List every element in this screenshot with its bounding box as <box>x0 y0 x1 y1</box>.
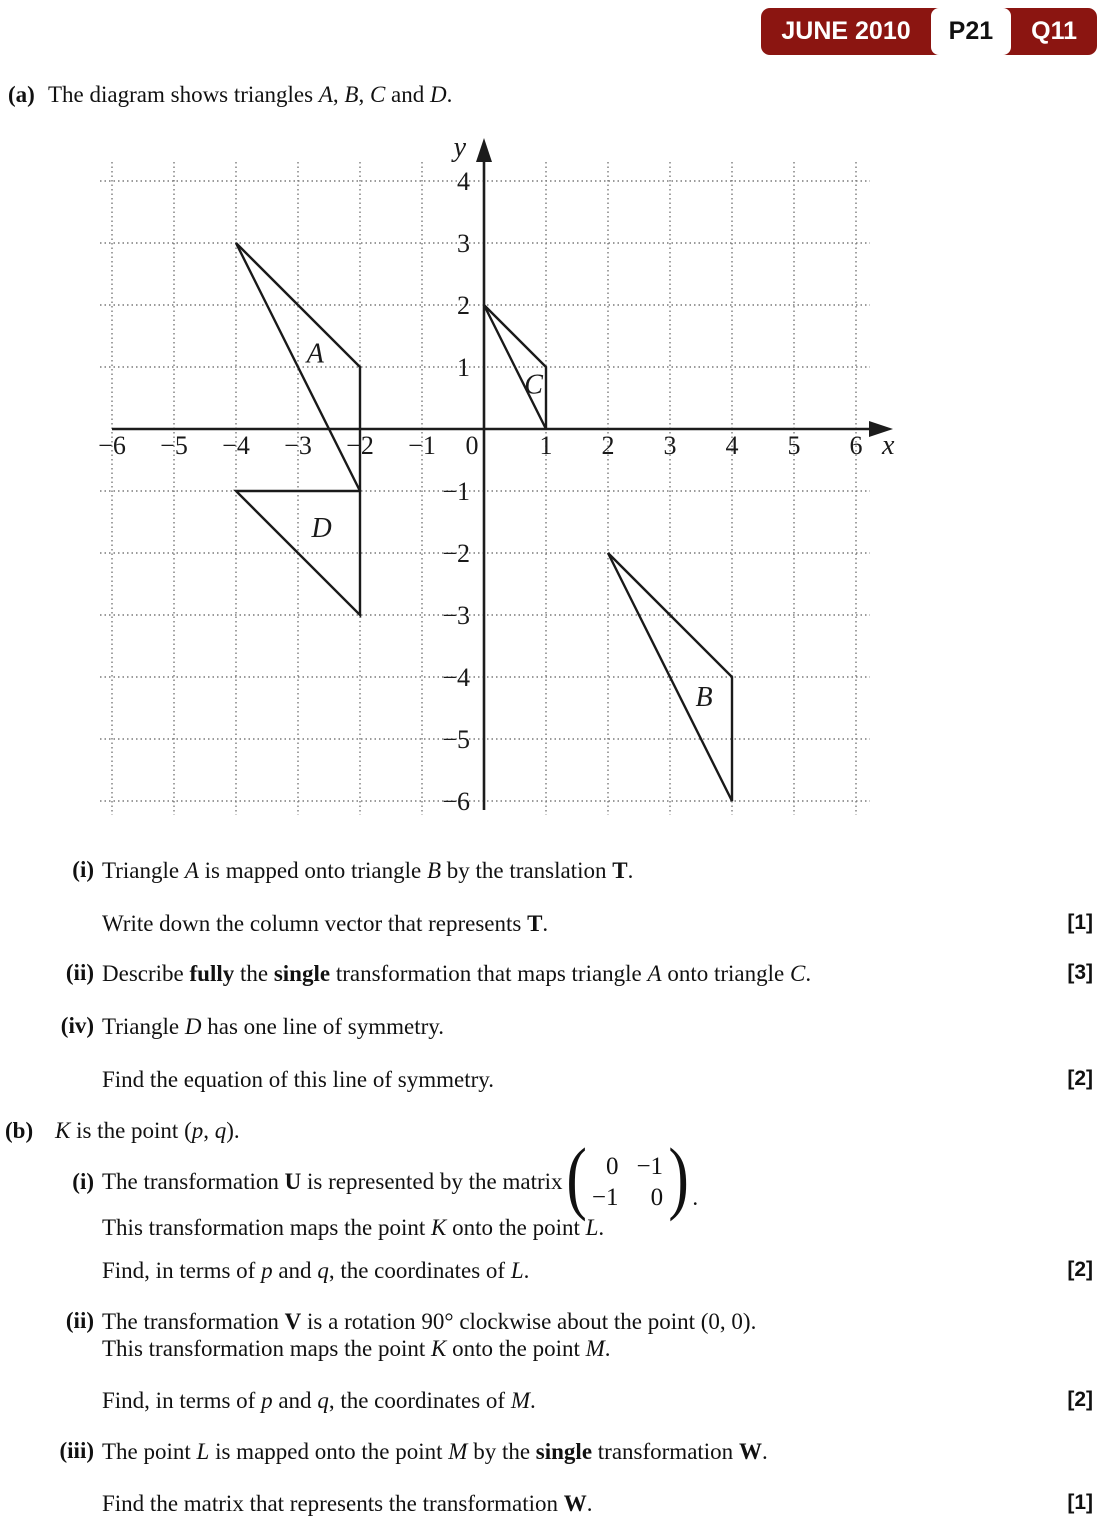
qb-ii-line2: This transformation maps the point K onto the point M. <box>102 1336 611 1361</box>
qb-ii-line1: The transformation V is a rotation 90° clockwise about the point (0, 0). <box>102 1309 757 1334</box>
matrix-suffix-period: . <box>692 1185 699 1210</box>
y-axis-label: y <box>453 132 466 163</box>
x-tick-label: −3 <box>284 431 312 460</box>
qb-iii-mark: [1] <box>1067 1491 1093 1514</box>
matrix-cell-r2c1: −1 <box>591 1183 619 1211</box>
triangle-label-A: A <box>306 338 324 370</box>
qb-ii-mark: [2] <box>1067 1388 1093 1411</box>
x-tick-label: −4 <box>222 431 250 460</box>
y-tick-label: 1 <box>457 353 470 382</box>
qa-ii-line1: Describe fully the single transformation that maps triangle A onto triangle C. <box>102 961 812 986</box>
qb-i-line3: Find, in terms of p and q, the coordinates of L. <box>102 1258 530 1283</box>
qa-iv-line2: Find the equation of this line of symmetry. <box>102 1067 495 1092</box>
x-tick-label: 6 <box>849 431 863 460</box>
qa-i-line2: Write down the column vector that represents T. <box>102 911 549 936</box>
y-tick-label: 3 <box>457 229 470 258</box>
qa-ii-mark: [3] <box>1067 961 1093 984</box>
qa-iv-num: (iv) <box>60 1013 94 1038</box>
matrix-close-paren: ) <box>668 1131 689 1223</box>
y-tick-label: −3 <box>442 601 470 630</box>
x-tick-label: 2 <box>601 431 615 460</box>
y-axis-arrow-icon <box>476 138 492 162</box>
y-tick-label: −2 <box>442 539 470 568</box>
qa-i-num: (i) <box>72 857 94 882</box>
triangle-label-C: C <box>524 369 543 401</box>
y-tick-label: −1 <box>442 477 470 506</box>
x-tick-label: −5 <box>160 431 188 460</box>
x-tick-label: 0 <box>465 431 479 460</box>
matrix-u <box>592 1153 663 1212</box>
qb-i-mark: [2] <box>1067 1258 1093 1281</box>
badge-question: Q11 <box>1031 17 1077 45</box>
part-a-label: (a) <box>8 82 35 107</box>
qb-iii-line1: The point L is mapped onto the point M by the single transformation W. <box>102 1439 768 1464</box>
qb-ii-line3: Find, in terms of p and q, the coordinates of M. <box>102 1388 536 1413</box>
qb-i-line1-with-matrix <box>102 1131 699 1225</box>
qb-iii-num: (iii) <box>59 1438 94 1463</box>
x-tick-label: 5 <box>787 431 801 460</box>
x-tick-label: −2 <box>346 431 374 460</box>
matrix-cell-r2c2: 0 <box>650 1183 664 1211</box>
part-b-intro: K is the point (p, q). <box>55 1118 240 1143</box>
x-tick-label: 4 <box>725 431 739 460</box>
x-tick-label: 3 <box>663 431 677 460</box>
y-tick-label: 4 <box>457 167 470 196</box>
badge-session: JUNE 2010 <box>781 17 911 45</box>
qa-i-line1: Triangle A is mapped onto triangle B by the translation T. <box>102 858 634 883</box>
y-tick-label: 2 <box>457 291 470 320</box>
x-tick-label: −6 <box>98 431 126 460</box>
badge-paper: P21 <box>931 8 1011 55</box>
qb-i-num: (i) <box>72 1169 94 1194</box>
x-tick-label: 1 <box>539 431 553 460</box>
matrix-open-paren: ( <box>565 1131 587 1223</box>
part-b-label: (b) <box>5 1118 34 1143</box>
qa-iv-mark: [2] <box>1067 1067 1093 1090</box>
y-tick-label: −6 <box>442 787 470 816</box>
qb-iii-line2: Find the matrix that represents the transformation W. <box>102 1491 593 1516</box>
x-tick-label: −1 <box>408 431 436 460</box>
coordinate-grid-diagram <box>98 132 898 822</box>
part-a-intro: The diagram shows triangles A, B, C and D. <box>48 82 453 107</box>
question-badge <box>761 8 1097 55</box>
qa-iv-line1: Triangle D has one line of symmetry. <box>102 1014 444 1039</box>
x-axis-label: x <box>882 430 895 461</box>
y-tick-label: −4 <box>442 663 470 692</box>
triangle-label-D: D <box>311 513 332 545</box>
matrix-cell-r1c1: 0 <box>605 1152 619 1180</box>
triangle-label-B: B <box>695 681 713 713</box>
y-tick-label: −5 <box>442 725 470 754</box>
qa-i-mark: [1] <box>1067 911 1093 934</box>
qb-i-line1: The transformation U is represented by the matrix <box>102 1169 563 1194</box>
matrix-cell-r1c2: −1 <box>636 1152 664 1180</box>
qa-ii-num: (ii) <box>65 960 94 985</box>
qb-ii-num: (ii) <box>65 1308 94 1333</box>
qb-i-line2: This transformation maps the point K onto the point L. <box>102 1215 605 1240</box>
